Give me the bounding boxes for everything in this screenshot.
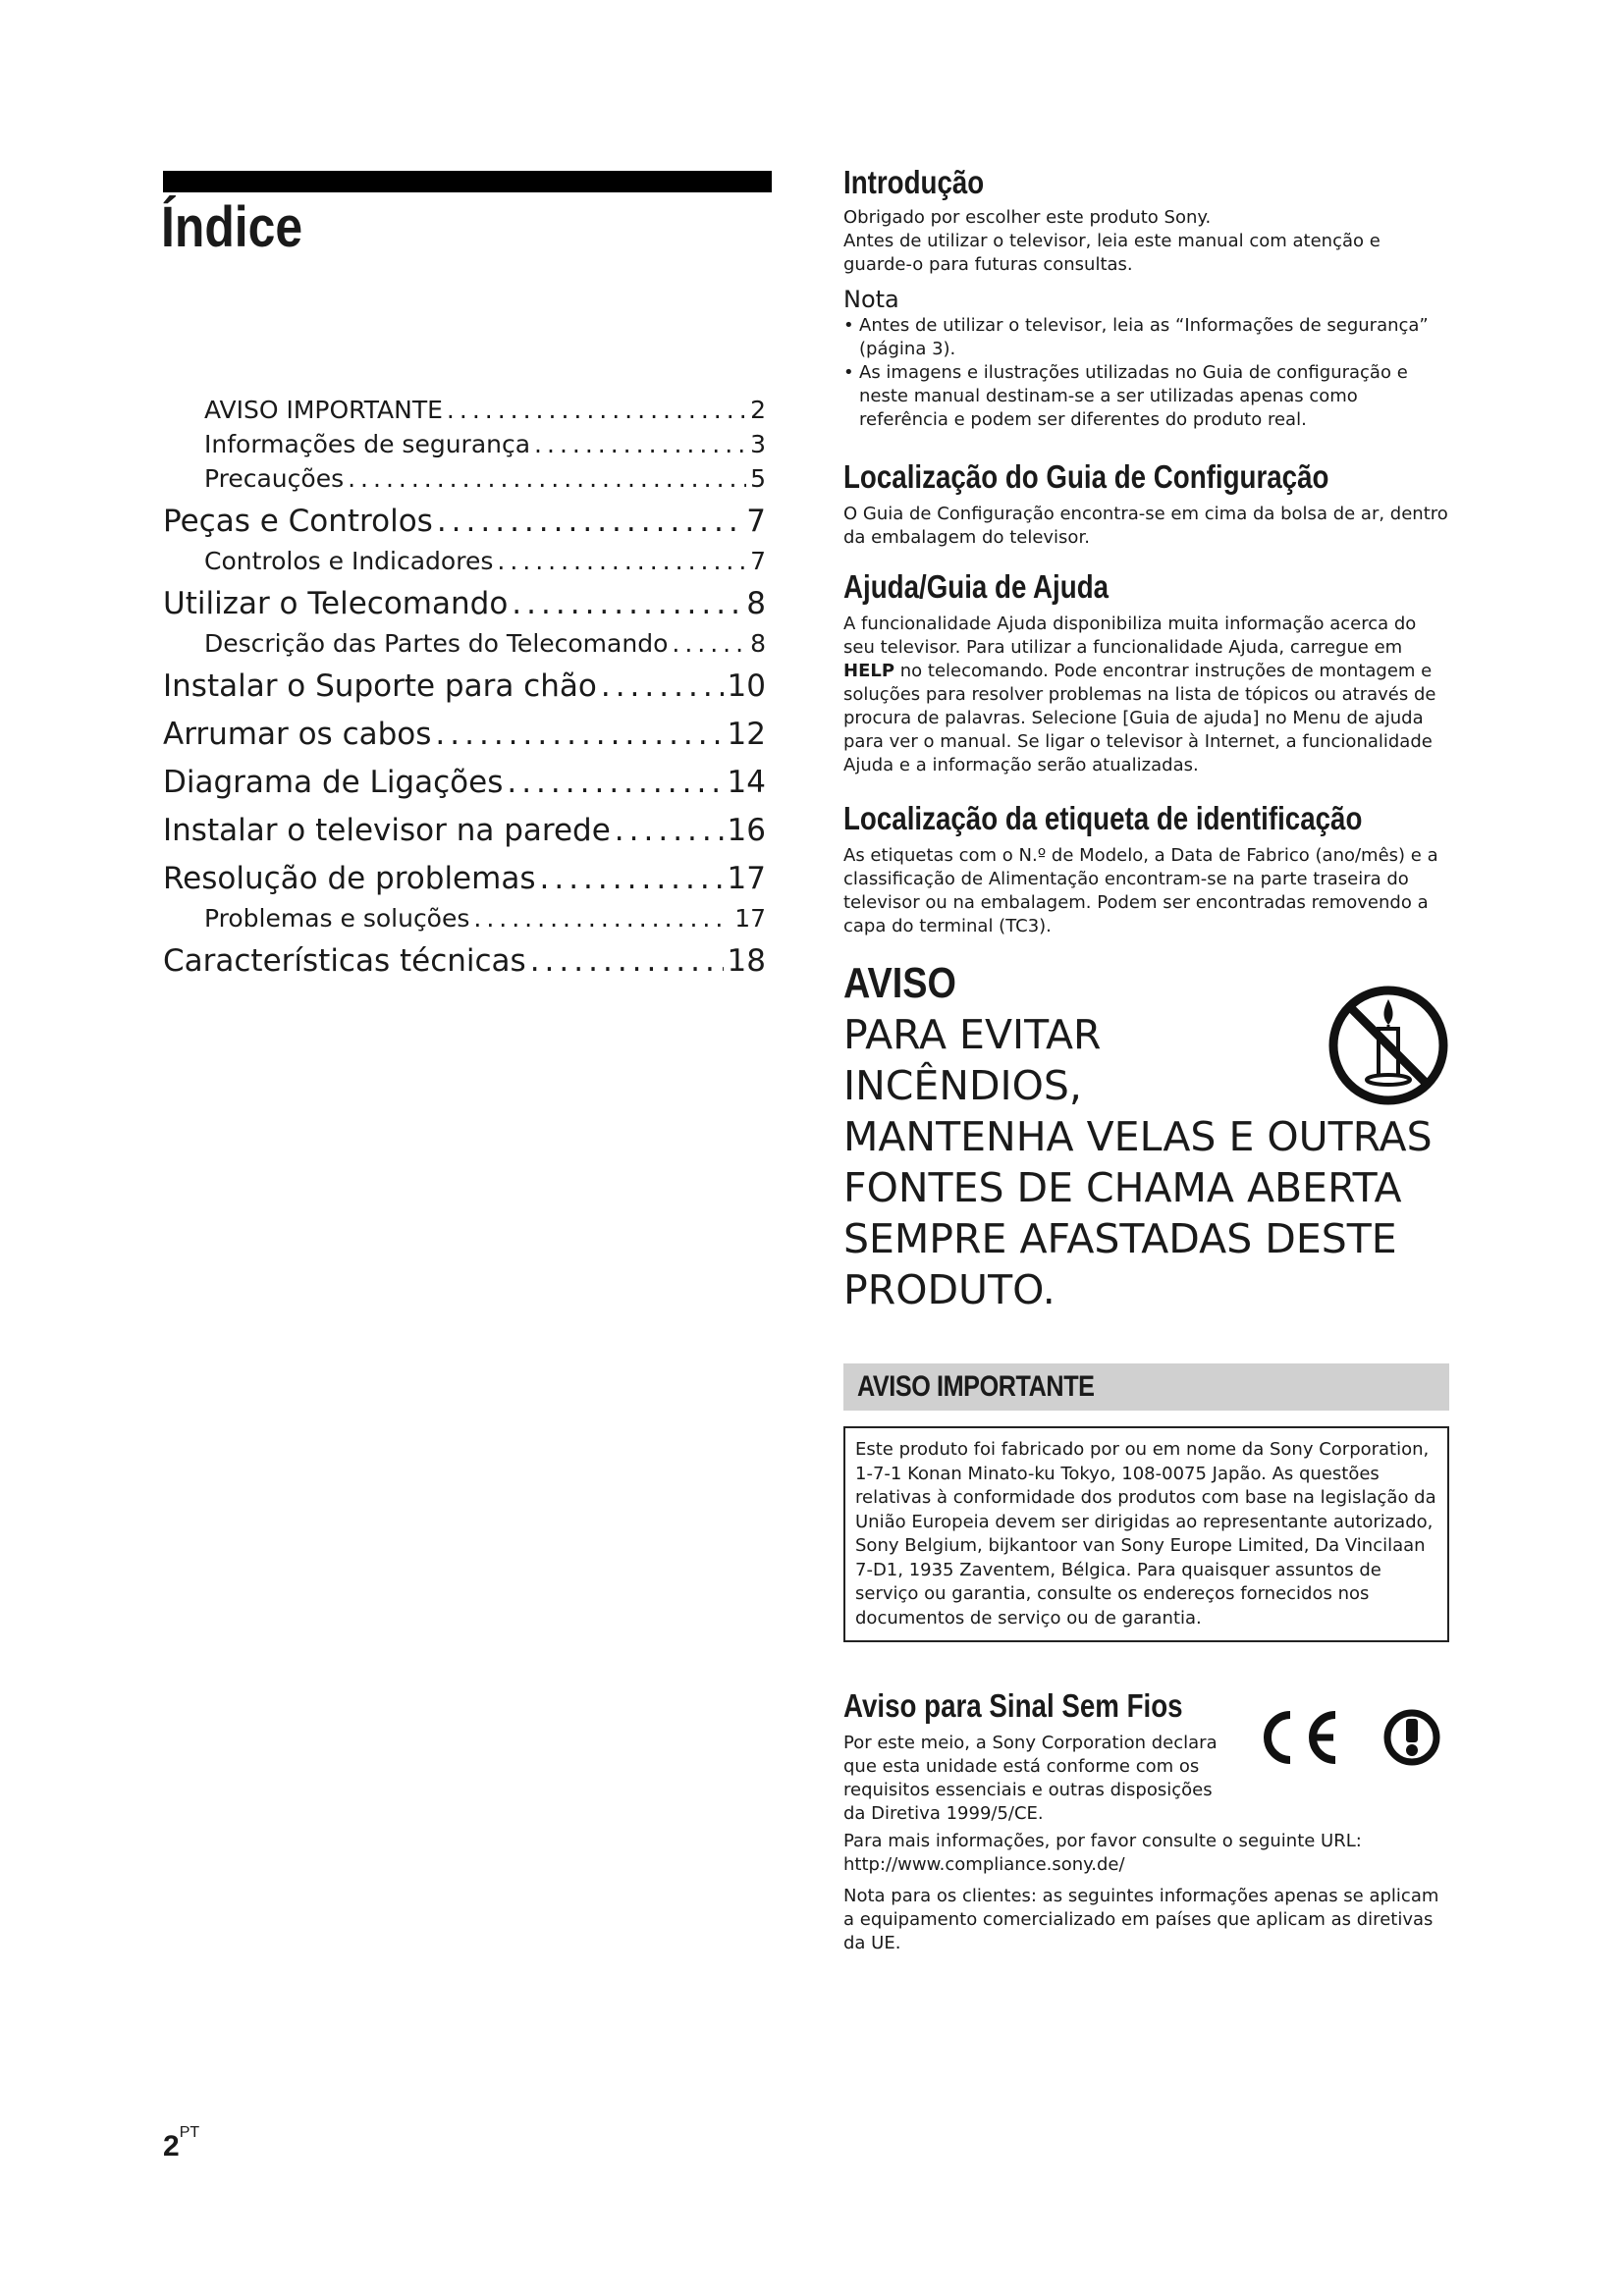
page-language: PT <box>179 2124 200 2141</box>
toc-entry-page: 16 <box>728 808 766 853</box>
toc-leader-dots <box>497 544 746 578</box>
intro-heading: Introdução <box>843 164 985 200</box>
note-bullet: • As imagens e ilustrações utilizadas no Guia de configuração e neste manual destinam-se a ser utilizadas apenas como referência e podem ser diferentes do produto real. <box>843 361 1450 432</box>
toc-leader-dots <box>601 664 724 709</box>
eu-note: Nota para os clientes: as seguintes informações apenas se aplicam a equipamento comercializado em países que aplicam as diretivas da UE. <box>843 1886 1439 1953</box>
intro-line-2: Antes de utilizar o televisor, leia este manual com atenção e guarde-o para futuras consultas. <box>843 231 1380 275</box>
toc-leader-dots <box>437 499 742 544</box>
toc-entry-label: Resolução de problemas <box>163 856 535 901</box>
toc-entry-label: Diagrama de Ligações <box>163 760 503 805</box>
toc-entry[interactable] <box>163 461 766 496</box>
toc-entry[interactable] <box>163 712 766 757</box>
toc-entry-page: 10 <box>728 664 766 709</box>
alert-mark-icon <box>1387 1713 1436 1762</box>
toc-entry[interactable] <box>163 581 766 626</box>
toc-leader-dots <box>473 901 731 935</box>
toc-entry-label: Arrumar os cabos <box>163 712 431 757</box>
warning-line: MANTENHA VELAS E OUTRAS <box>843 1113 1433 1160</box>
toc-entry-label: Características técnicas <box>163 938 526 984</box>
index-title: Índice <box>161 195 303 259</box>
toc-leader-dots <box>512 581 742 626</box>
important-text: Este produto foi fabricado por ou em nome da Sony Corporation, 1-7-1 Konan Minato-ku Tokyo, 108-0075 Japão. As questões relativas à conformidade dos produtos com base na legislação da União Europeia devem ser dirigidas ao representante autorizado, Sony Belgium, bijkantoor van Sony Europe Limited, Da Vincilaan 7-D1, 1935 Zaventem, Bélgica. Para quaisquer assuntos de serviço ou garantia, consulte os endereços fornecidos nos documentos de serviço ou de garantia. <box>855 1439 1436 1629</box>
toc-entry[interactable] <box>163 938 766 984</box>
toc-entry-page: 7 <box>746 499 766 544</box>
toc-entry[interactable] <box>163 808 766 853</box>
help-section <box>843 567 1450 777</box>
help-text-a: A funcionalidade Ajuda disponibiliza muita informação acerca do seu televisor. Para utilizar a funcionalidade Ajuda, carregue em <box>843 614 1417 658</box>
toc-entry-label: Controlos e Indicadores <box>204 544 493 578</box>
toc-entry[interactable] <box>163 664 766 709</box>
setup-guide-section <box>843 457 1450 550</box>
label-location-heading: Localização da etiqueta de identificação <box>843 800 1363 836</box>
wireless-text: Por este meio, a Sony Corporation declara que esta unidade está conforme com os requisitos essenciais e outras disposições da Diretiva 1999/5/CE. <box>843 1733 1218 1824</box>
no-candle-icon <box>1325 982 1452 1109</box>
page-number <box>163 2124 200 2163</box>
toc-entry-label: Instalar o televisor na parede <box>163 808 611 853</box>
toc-entry-label: Problemas e soluções <box>204 901 469 935</box>
toc-entry[interactable] <box>163 856 766 901</box>
warning-line: FONTES DE CHAMA ABERTA <box>843 1164 1402 1211</box>
warning-title: AVISO <box>843 959 956 1007</box>
note-list <box>843 314 1450 432</box>
important-box <box>843 1426 1449 1642</box>
help-text-b: no telecomando. Pode encontrar instruções de montagem e soluções para resolver problemas na lista de tópicos ou através de procura de palavras. Selecione [Guia de ajuda] no Menu de ajuda para ver o manual. Se ligar o televisor à Internet, a funcionalidade Ajuda e a informação serão atualizadas. <box>843 661 1436 775</box>
toc-entry-page: 17 <box>734 901 766 935</box>
ce-mark-icon <box>1268 1715 1335 1760</box>
toc-entry-page: 12 <box>728 712 766 757</box>
index-title-bar <box>163 171 772 192</box>
wireless-heading: Aviso para Sinal Sem Fios <box>843 1687 1183 1724</box>
toc-entry[interactable] <box>163 499 766 544</box>
toc-entry[interactable] <box>163 901 766 935</box>
warning-line: PARA EVITAR <box>843 1011 1102 1058</box>
toc-entry-page: 8 <box>746 581 766 626</box>
toc-entry[interactable] <box>163 760 766 805</box>
intro-section <box>843 163 1450 432</box>
ce-alert-marks <box>1251 1703 1447 1772</box>
toc-entry-label: Instalar o Suporte para chão <box>163 664 597 709</box>
toc-leader-dots <box>539 856 723 901</box>
toc-entry-page: 5 <box>750 461 766 496</box>
toc-entry-label: Informações de segurança <box>204 427 530 461</box>
toc-entry-label: AVISO IMPORTANTE <box>204 393 443 427</box>
warning-line: SEMPRE AFASTADAS DESTE <box>843 1215 1397 1262</box>
intro-line-1: Obrigado por escolher este produto Sony. <box>843 207 1212 228</box>
important-heading: AVISO IMPORTANTE <box>857 1370 1095 1403</box>
toc-entry-label: Utilizar o Telecomando <box>163 581 508 626</box>
toc-entry[interactable] <box>163 427 766 461</box>
toc-entry-label: Peças e Controlos <box>163 499 433 544</box>
toc-leader-dots <box>507 760 723 805</box>
setup-guide-heading: Localização do Guia de Configuração <box>843 458 1329 495</box>
toc-leader-dots <box>534 427 746 461</box>
warning-line: PRODUTO. <box>843 1266 1056 1313</box>
help-key: HELP <box>843 661 895 681</box>
important-heading-bar <box>843 1363 1449 1411</box>
toc-entry[interactable] <box>163 544 766 578</box>
page-number-value: 2 <box>163 2130 180 2163</box>
toc-entry[interactable] <box>163 626 766 661</box>
wireless-url-text: Para mais informações, por favor consulte o seguinte URL: http://www.compliance.sony.de/ <box>843 1831 1362 1875</box>
toc-entry-page: 17 <box>728 856 766 901</box>
label-location-text: As etiquetas com o N.º de Modelo, a Data de Fabrico (ano/mês) e a classificação de Alimentação encontram-se na parte traseira do televisor ou na embalagem. Podem ser encontradas removendo a capa do terminal (TC3). <box>843 845 1438 936</box>
toc-entry[interactable] <box>163 393 766 427</box>
toc-entry-page: 3 <box>750 427 766 461</box>
toc-leader-dots <box>348 461 746 496</box>
setup-guide-text: O Guia de Configuração encontra-se em cima da bolsa de ar, dentro da embalagem do televisor. <box>843 504 1448 548</box>
toc-entry-label: Precauções <box>204 461 344 496</box>
help-text <box>843 613 1450 777</box>
toc-leader-dots <box>615 808 724 853</box>
toc-leader-dots <box>530 938 724 984</box>
table-of-contents <box>163 393 766 984</box>
toc-entry-page: 2 <box>750 393 766 427</box>
note-bullet: • Antes de utilizar o televisor, leia as “Informações de segurança” (página 3). <box>843 314 1450 361</box>
toc-entry-page: 14 <box>728 760 766 805</box>
note-heading: Nota <box>843 286 899 313</box>
warning-line: INCÊNDIOS, <box>843 1062 1082 1109</box>
toc-leader-dots <box>435 712 723 757</box>
toc-leader-dots <box>447 393 746 427</box>
toc-entry-page: 18 <box>728 938 766 984</box>
toc-entry-page: 7 <box>750 544 766 578</box>
toc-leader-dots <box>672 626 746 661</box>
toc-entry-label: Descrição das Partes do Telecomando <box>204 626 668 661</box>
label-location-section <box>843 799 1450 938</box>
help-heading: Ajuda/Guia de Ajuda <box>843 568 1110 605</box>
toc-entry-page: 8 <box>750 626 766 661</box>
